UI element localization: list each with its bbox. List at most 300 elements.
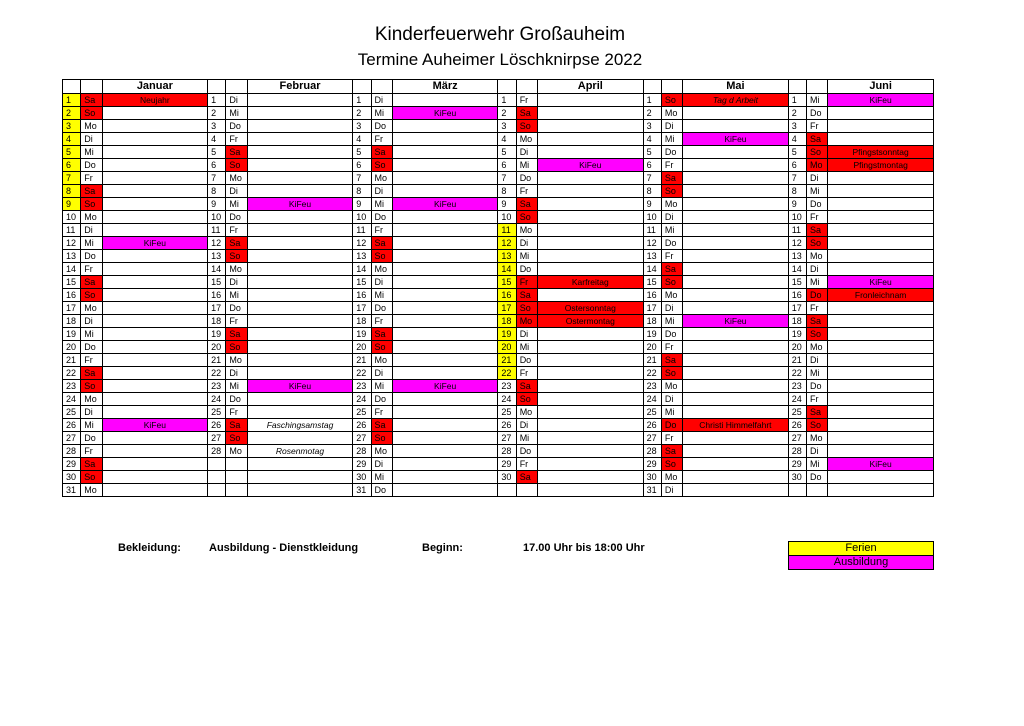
- weekday: So: [226, 159, 247, 172]
- calendar-row: [63, 380, 934, 393]
- weekday: Fr: [226, 224, 247, 237]
- month-header: Januar: [102, 80, 208, 94]
- weekday: Mo: [516, 133, 537, 146]
- legend-ferien: Ferien: [789, 542, 934, 556]
- event: [392, 224, 498, 237]
- day-number: 27: [643, 432, 661, 445]
- day-number: 19: [498, 328, 516, 341]
- event: [538, 107, 644, 120]
- weekday: Do: [661, 237, 682, 250]
- day-number: 28: [63, 445, 81, 458]
- weekday: Sa: [806, 224, 827, 237]
- event: KiFeu: [247, 198, 353, 211]
- weekday: So: [661, 185, 682, 198]
- day-number: 31: [63, 484, 81, 497]
- weekday: Mo: [806, 341, 827, 354]
- day-number: 3: [353, 120, 371, 133]
- weekday: So: [661, 94, 682, 107]
- day-number: 14: [788, 263, 806, 276]
- day-number: 23: [63, 380, 81, 393]
- day-number: 29: [788, 458, 806, 471]
- event: [538, 198, 644, 211]
- event: [392, 159, 498, 172]
- day-number: 9: [498, 198, 516, 211]
- day-number: 5: [208, 146, 226, 159]
- day-number: 7: [788, 172, 806, 185]
- event: [538, 172, 644, 185]
- day-number: 27: [63, 432, 81, 445]
- event: [392, 133, 498, 146]
- event: [247, 393, 353, 406]
- day-number: 18: [788, 315, 806, 328]
- day-number: 15: [208, 276, 226, 289]
- day-number: 22: [63, 367, 81, 380]
- day-number: 9: [63, 198, 81, 211]
- weekday: So: [81, 471, 102, 484]
- event: Fronleichnam: [828, 289, 934, 302]
- day-number: 31: [353, 484, 371, 497]
- weekday: So: [81, 380, 102, 393]
- day-number: 17: [498, 302, 516, 315]
- day-number: 23: [788, 380, 806, 393]
- weekday: Mo: [806, 159, 827, 172]
- weekday: Mi: [806, 367, 827, 380]
- event: Christi Himmelfahrt: [683, 419, 789, 432]
- day-number: 1: [498, 94, 516, 107]
- calendar-row: [63, 133, 934, 146]
- weekday: Fr: [661, 159, 682, 172]
- weekday: Mo: [81, 120, 102, 133]
- day-number: 13: [788, 250, 806, 263]
- day-number: 15: [788, 276, 806, 289]
- weekday: Di: [661, 484, 682, 497]
- weekday: Sa: [81, 367, 102, 380]
- weekday: Mi: [661, 315, 682, 328]
- event: [392, 120, 498, 133]
- day-number: 21: [643, 354, 661, 367]
- weekday: So: [81, 198, 102, 211]
- weekday: Fr: [806, 120, 827, 133]
- weekday: So: [226, 341, 247, 354]
- day-number: 2: [63, 107, 81, 120]
- day-number: 2: [208, 107, 226, 120]
- weekday: So: [371, 159, 392, 172]
- weekday: Mo: [81, 302, 102, 315]
- weekday: Mo: [516, 406, 537, 419]
- event: KiFeu: [392, 107, 498, 120]
- event: [828, 315, 934, 328]
- day-number: 24: [353, 393, 371, 406]
- event: [828, 328, 934, 341]
- weekday: Di: [371, 94, 392, 107]
- event: Neujahr: [102, 94, 208, 107]
- event: [828, 432, 934, 445]
- event: [538, 211, 644, 224]
- weekday: Mi: [226, 380, 247, 393]
- weekday: Mo: [371, 354, 392, 367]
- event: [538, 120, 644, 133]
- day-number: 21: [353, 354, 371, 367]
- day-number: 11: [63, 224, 81, 237]
- calendar-row: [63, 211, 934, 224]
- weekday: Fr: [371, 406, 392, 419]
- weekday: Di: [371, 367, 392, 380]
- weekday: Sa: [81, 458, 102, 471]
- event: [102, 276, 208, 289]
- weekday: Do: [516, 354, 537, 367]
- weekday: Mi: [516, 159, 537, 172]
- weekday: Sa: [226, 146, 247, 159]
- event: [392, 328, 498, 341]
- day-number: 8: [643, 185, 661, 198]
- weekday: Mi: [81, 146, 102, 159]
- event: [683, 263, 789, 276]
- event: [392, 458, 498, 471]
- weekday: Do: [226, 211, 247, 224]
- weekday: Mo: [226, 354, 247, 367]
- event: [102, 484, 208, 497]
- event: [828, 263, 934, 276]
- day-number: 26: [643, 419, 661, 432]
- weekday: Mi: [371, 380, 392, 393]
- day-number: 30: [788, 471, 806, 484]
- weekday: Fr: [371, 224, 392, 237]
- day-number: 12: [643, 237, 661, 250]
- day-number: 6: [63, 159, 81, 172]
- event: [247, 341, 353, 354]
- event: [828, 380, 934, 393]
- weekday: Do: [661, 419, 682, 432]
- event: [247, 406, 353, 419]
- weekday: Do: [81, 432, 102, 445]
- weekday: Do: [661, 146, 682, 159]
- day-number: 7: [208, 172, 226, 185]
- day-number: 12: [208, 237, 226, 250]
- day-number: 30: [63, 471, 81, 484]
- weekday: Mo: [516, 224, 537, 237]
- day-number: 24: [643, 393, 661, 406]
- month-header: März: [392, 80, 498, 94]
- day-number: 24: [788, 393, 806, 406]
- day-number: 6: [498, 159, 516, 172]
- event: [683, 120, 789, 133]
- event: [683, 367, 789, 380]
- day-number: 25: [208, 406, 226, 419]
- weekday: Mo: [226, 172, 247, 185]
- day-number: 19: [353, 328, 371, 341]
- day-number: 2: [643, 107, 661, 120]
- calendar-row: [63, 471, 934, 484]
- day-number: 1: [63, 94, 81, 107]
- event: [102, 341, 208, 354]
- weekday: Fr: [661, 341, 682, 354]
- beginn-value: 17.00 Uhr bis 18:00 Uhr: [523, 542, 645, 554]
- event: [102, 302, 208, 315]
- day-number: 24: [498, 393, 516, 406]
- weekday: Di: [226, 94, 247, 107]
- weekday: Mo: [661, 380, 682, 393]
- weekday: Mi: [371, 289, 392, 302]
- weekday: Do: [806, 198, 827, 211]
- event: [392, 341, 498, 354]
- weekday: Mi: [371, 198, 392, 211]
- calendar-row: [63, 198, 934, 211]
- event: KiFeu: [392, 380, 498, 393]
- day-number: 22: [353, 367, 371, 380]
- day-number: 16: [788, 289, 806, 302]
- weekday: Do: [516, 263, 537, 276]
- event: [102, 133, 208, 146]
- event: [683, 224, 789, 237]
- day-number: 3: [643, 120, 661, 133]
- calendar-row: [63, 107, 934, 120]
- day-number: 11: [643, 224, 661, 237]
- day-number: 3: [208, 120, 226, 133]
- event: [828, 419, 934, 432]
- legend-ausbildung: Ausbildung: [789, 556, 934, 570]
- beginn-label: Beginn:: [422, 542, 463, 554]
- day-number: 19: [788, 328, 806, 341]
- event: [392, 354, 498, 367]
- day-number: 13: [498, 250, 516, 263]
- event: [247, 458, 353, 471]
- day-number: 25: [498, 406, 516, 419]
- day-number: 12: [63, 237, 81, 250]
- event: [102, 315, 208, 328]
- weekday: Mi: [806, 276, 827, 289]
- event: [683, 159, 789, 172]
- weekday: [226, 484, 247, 497]
- calendar-row: [63, 432, 934, 445]
- event: [247, 263, 353, 276]
- event: Pfingstmontag: [828, 159, 934, 172]
- day-number: 18: [498, 315, 516, 328]
- day-number: 22: [498, 367, 516, 380]
- weekday: Do: [806, 289, 827, 302]
- day-number: 11: [498, 224, 516, 237]
- day-number: 1: [353, 94, 371, 107]
- day-number: 8: [788, 185, 806, 198]
- month-header: Februar: [247, 80, 353, 94]
- event: [683, 432, 789, 445]
- weekday: Sa: [806, 406, 827, 419]
- weekday: Mi: [806, 458, 827, 471]
- day-number: 20: [208, 341, 226, 354]
- day-number: 17: [643, 302, 661, 315]
- event: KiFeu: [683, 133, 789, 146]
- day-number: 24: [63, 393, 81, 406]
- event: [538, 393, 644, 406]
- day-number: 20: [498, 341, 516, 354]
- day-number: 6: [353, 159, 371, 172]
- day-number: 13: [208, 250, 226, 263]
- event: [247, 120, 353, 133]
- event: KiFeu: [247, 380, 353, 393]
- event: [828, 237, 934, 250]
- event: [538, 146, 644, 159]
- weekday: Sa: [516, 380, 537, 393]
- event: KiFeu: [102, 419, 208, 432]
- weekday: Do: [806, 107, 827, 120]
- weekday: Fr: [516, 367, 537, 380]
- weekday: Di: [516, 328, 537, 341]
- weekday: Mi: [81, 328, 102, 341]
- calendar-row: [63, 419, 934, 432]
- day-number: 26: [788, 419, 806, 432]
- day-number: 5: [498, 146, 516, 159]
- weekday: Mo: [371, 172, 392, 185]
- calendar-row: [63, 94, 934, 107]
- event: [683, 406, 789, 419]
- event: [828, 445, 934, 458]
- event: [828, 406, 934, 419]
- event: [392, 172, 498, 185]
- day-number: 21: [63, 354, 81, 367]
- event: [392, 484, 498, 497]
- event: [247, 133, 353, 146]
- event: [828, 471, 934, 484]
- day-number: 9: [788, 198, 806, 211]
- event: [538, 237, 644, 250]
- event: [538, 354, 644, 367]
- calendar-row: [63, 172, 934, 185]
- weekday: Fr: [371, 315, 392, 328]
- event: [683, 471, 789, 484]
- event: [102, 367, 208, 380]
- day-number: 17: [63, 302, 81, 315]
- calendar-row: [63, 302, 934, 315]
- day-number: 11: [208, 224, 226, 237]
- weekday: Sa: [226, 328, 247, 341]
- event: [683, 302, 789, 315]
- day-number: 15: [63, 276, 81, 289]
- event: [538, 289, 644, 302]
- calendar-row: [63, 185, 934, 198]
- event: [102, 185, 208, 198]
- day-number: 17: [353, 302, 371, 315]
- day-number: 4: [353, 133, 371, 146]
- weekday: So: [81, 289, 102, 302]
- weekday: Mo: [661, 289, 682, 302]
- weekday: Di: [806, 263, 827, 276]
- event: [247, 224, 353, 237]
- event: [392, 94, 498, 107]
- weekday: Mi: [226, 107, 247, 120]
- event: [828, 484, 934, 497]
- calendar-row: [63, 354, 934, 367]
- day-number: 26: [63, 419, 81, 432]
- event: [247, 172, 353, 185]
- event: [683, 146, 789, 159]
- weekday: Sa: [806, 315, 827, 328]
- weekday: So: [516, 393, 537, 406]
- event: [102, 380, 208, 393]
- weekday: Fr: [371, 133, 392, 146]
- event: [102, 328, 208, 341]
- weekday: Mo: [226, 445, 247, 458]
- event: [538, 94, 644, 107]
- day-number: 12: [788, 237, 806, 250]
- day-number: 8: [63, 185, 81, 198]
- weekday: Mo: [226, 263, 247, 276]
- weekday: Fr: [806, 302, 827, 315]
- calendar-row: [63, 406, 934, 419]
- event: [102, 393, 208, 406]
- day-number: 23: [498, 380, 516, 393]
- day-number: [498, 484, 516, 497]
- weekday: Di: [806, 172, 827, 185]
- calendar-row: [63, 250, 934, 263]
- day-number: 8: [353, 185, 371, 198]
- weekday: So: [226, 250, 247, 263]
- weekday: So: [661, 458, 682, 471]
- day-number: 13: [643, 250, 661, 263]
- day-number: 18: [353, 315, 371, 328]
- day-number: 13: [63, 250, 81, 263]
- day-number: 24: [208, 393, 226, 406]
- event: [392, 406, 498, 419]
- event: [102, 471, 208, 484]
- weekday: Mi: [81, 419, 102, 432]
- day-number: 19: [208, 328, 226, 341]
- day-number: 10: [788, 211, 806, 224]
- weekday: Do: [806, 380, 827, 393]
- event: [683, 484, 789, 497]
- event: [102, 146, 208, 159]
- weekday: Sa: [661, 172, 682, 185]
- event: [683, 445, 789, 458]
- day-number: 6: [208, 159, 226, 172]
- event: [102, 250, 208, 263]
- weekday: Do: [81, 159, 102, 172]
- day-number: 19: [643, 328, 661, 341]
- event: [392, 211, 498, 224]
- event: KiFeu: [538, 159, 644, 172]
- day-number: 1: [788, 94, 806, 107]
- weekday: Sa: [516, 107, 537, 120]
- day-number: 18: [643, 315, 661, 328]
- weekday: Sa: [371, 419, 392, 432]
- day-number: 18: [208, 315, 226, 328]
- event: [538, 250, 644, 263]
- event: KiFeu: [828, 458, 934, 471]
- weekday: So: [661, 276, 682, 289]
- day-number: 20: [788, 341, 806, 354]
- page-title: Kinderfeuerwehr Großauheim: [374, 24, 626, 45]
- day-number: 29: [353, 458, 371, 471]
- event: [683, 211, 789, 224]
- day-number: 16: [353, 289, 371, 302]
- weekday: Fr: [81, 263, 102, 276]
- event: [247, 185, 353, 198]
- weekday: So: [806, 328, 827, 341]
- event: [538, 133, 644, 146]
- event: [828, 185, 934, 198]
- weekday: Do: [661, 328, 682, 341]
- day-number: 31: [643, 484, 661, 497]
- weekday: Mi: [371, 471, 392, 484]
- weekday: Di: [371, 185, 392, 198]
- event: [683, 341, 789, 354]
- event: [828, 107, 934, 120]
- weekday: Fr: [806, 393, 827, 406]
- weekday: Sa: [371, 328, 392, 341]
- weekday: Mo: [516, 315, 537, 328]
- event: [828, 211, 934, 224]
- day-number: 4: [788, 133, 806, 146]
- event: [828, 172, 934, 185]
- weekday: Sa: [371, 146, 392, 159]
